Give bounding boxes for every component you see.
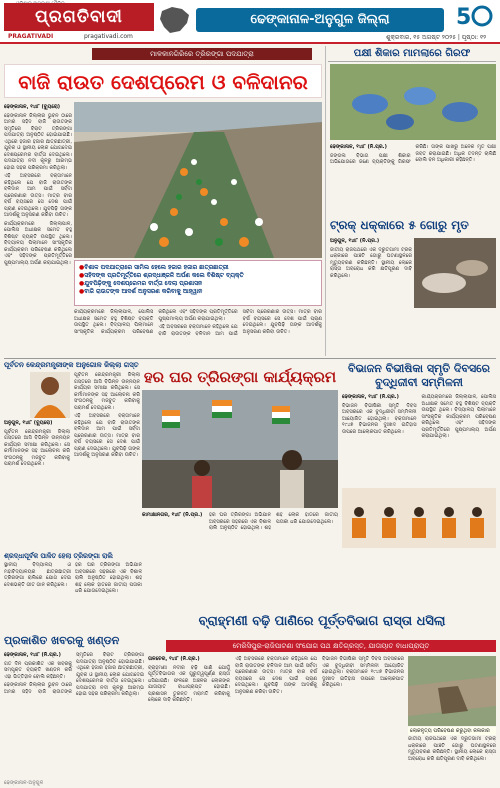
road-collapse-text-3: ବିଭାଜନ ବିଭୀଷିକା ସ୍ମୃତି ଦିବସ ଅବସରରେ ଏକ ବୁଦ୍ଧିଜୀବୀ ସମ୍ମିଳନୀ ଆୟୋଜିତ ହୋଇଥିଲା। ବକ୍ତାମାନେ ୧୯୪୭ ବିଭାଜନର ଦୁଃଖଦ ଇତିହାସ ଉପରେ ଆଲୋକପାତ କରିଥିଲେ। (322, 656, 404, 688)
side-mid-headline: ଟ୍ରକ୍ ଧକ୍କାରେ ୫ ଗୋରୁ ମୃତ (330, 218, 469, 232)
side-mid-photo-cattle (414, 238, 496, 308)
mid-left-headline: ପୂର୍ବତନ କେନ୍ଦ୍ରମନ୍ତ୍ରୀଙ୍କ ଅନୁଗୋଳ ଜିଲ୍ଲା ଗସ୍ତ (4, 361, 139, 369)
har-ghar-body (142, 512, 338, 548)
har-ghar-text: ହର ଘର ତ୍ରିରଙ୍ଗା ଅଭିଯାନ ଅବସରରେ ସହରରେ ଏକ ବିଶାଳ ରାଲି ଅନୁଷ୍ଠିତ ହୋଇଥିଲା। ଶହ ଶହ ଲୋକ ହାତରେ ଜାତୀୟ ପତାକା ଧରି ଯୋଗଦେଇଥିଲେ। (209, 512, 338, 531)
road-collapse-photo (408, 656, 496, 726)
partition-text: ବିଭାଜନ ବିଭୀଷିକା ସ୍ମୃତି ଦିବସ ଅବସରରେ ଏକ ବୁଦ୍ଧିଜୀବୀ ସମ୍ମିଳନୀ ଆୟୋଜିତ ହୋଇଥିଲା। ବକ୍ତାମାନେ ୧୯୪୭ ବିଭାଜନର ଦୁଃଖଦ ଇତିହାସ ଉପରେ ଆଲୋକପାତ କରିଥିଲେ। (342, 402, 417, 435)
lead-headline: ବାଜି ରାଉତ ଦେଶପ୍ରେମ ଓ ବଳିଦାନର (4, 64, 322, 98)
side-mid-body (330, 238, 412, 356)
side-top-text: ଜଙ୍ଗଲ ବିଭାଗ ପକ୍ଷୀ ଶିକାର ଅଭିଯୋଗରେ ଜଣେ ବ୍ୟକ୍ତିଙ୍କୁ ଗିରଫ କରିଛି। ତାଙ୍କ ପାଖରୁ ଅନେକ ମୃତ ପକ୍ଷୀ ଜବତ କରାଯାଇଛି। ଅଧିକ ତଦନ୍ତ ଚାଲିଛି ବୋଲି ବନ ଅଧିକାରୀ କହିଛନ୍ତି। (330, 144, 496, 165)
road-side-body (408, 736, 496, 778)
rebuttal-text: ଗତ ଦିନ ପ୍ରକାଶିତ ଏକ ଖବରକୁ ସମ୍ପୃକ୍ତ ବ୍ୟକ୍ତି ଖଣ୍ଡନ କରି ଏହା ଭିତ୍ତିହୀନ ବୋଲି କହିଛନ୍ତି। (4, 660, 72, 680)
photo-caption: ଲୋକନୃତ୍ୟ ପରିବେଷଣ କରୁଥିବା କଳାକାର (408, 727, 496, 735)
partition-byline: ଢେଙ୍କାନାଳ, ୧୪ା୮ (ନି.ପ୍ର.) (342, 394, 399, 400)
lead-column-1 (4, 104, 72, 324)
lead-strap: ମାଳକାନଗିରିରେ ତ୍ରିରଙ୍ଗା ପଦଯାତ୍ରା (92, 48, 312, 60)
politician-portrait (30, 372, 70, 418)
svg-text:5: 5 (456, 5, 472, 30)
side-top-headline: ପକ୍ଷୀ ଶିକାର ମାମଲାରେ ଗିରଫ (328, 46, 496, 62)
road-collapse-text-2: ଏହି ଅବସରରେ ବକ୍ତାମାନେ କହିଥିଲେ ଯେ ବାଜି ରାଉତଙ୍କ ବଳିଦାନ ଆମ ପାଇଁ ସର୍ବଦା ପ୍ରେରଣାର ଉତ୍ସ। ମାତ୍ର ବାର ବର୍ଷ ବୟସରେ ସେ ଦେଶ ପାଇଁ ପ୍ରାଣ ଦେଇଥିଲେ। ଯୁବପିଢ଼ି ତାଙ୍କ ଆଦର୍ଶକୁ ଅନୁସରଣ କରିବା ଉଚିତ। (235, 656, 317, 695)
odisha-map-icon (158, 5, 192, 35)
har-ghar-headline: ହର ଘର ତ୍ରିରଙ୍ଗା କାର୍ଯ୍ୟକ୍ରମ (143, 368, 337, 386)
side-top-byline: ଢେଙ୍କାନାଳ, ୧୪ା୮ (ନି.ପ୍ର.) (330, 144, 387, 150)
mid-left-body-2 (74, 372, 140, 548)
road-collapse-body (148, 656, 404, 778)
mid-left-text-2: ପୂର୍ବତନ କେନ୍ଦ୍ରମନ୍ତ୍ରୀ ଜିଲ୍ଲା ଗସ୍ତରେ ଆସି ବିଭିନ୍ନ ଉନ୍ନୟନ କାର୍ଯ୍ୟର ସମୀକ୍ଷା କରିଥିଲେ। ସେ କର୍ମୀମାନଙ୍କ ସହ ଆଲୋଚନା କରି ସଂଗଠନକୁ ମଜବୁତ କରିବାକୁ ପରାମର୍ଶ ଦେଇଥିଲେ। (74, 372, 140, 411)
lead-continuation-text-2: ଏହି ଅବସରରେ ବକ୍ତାମାନେ କହିଥିଲେ ଯେ ବାଜି ରାଉତଙ୍କ ବଳିଦାନ ଆମ ପାଇଁ ସର୍ବଦା ପ୍ରେରଣାର ଉତ୍ସ। ମାତ୍ର ବାର ବର୍ଷ ବୟସରେ ସେ ଦେଶ ପାଇଁ ପ୍ରାଣ ଦେଇଥିଲେ। ଯୁବପିଢ଼ି ତାଙ୍କ ଆଦର୍ଶକୁ ଅନୁସରଣ କରିବା ଉଚିତ। (158, 309, 322, 337)
highlight-item: ● ବିଶାଳ ପଦଯାତ୍ରାରେ ସାମିଲ ହେଲେ ହଜାର ହଜାର ଛାତ୍ରଛାତ୍ରୀ (79, 264, 317, 272)
column-rule (325, 46, 326, 356)
highlight-item: ● ସହିଦଙ୍କ ପ୍ରତିମୂର୍ତ୍ତିରେ ଶ୍ରଦ୍ଧାଞ୍ଜଳି ଅର୍ପଣ କଲେ ବିଶିଷ୍ଟ ବ୍ୟକ୍ତି (79, 272, 317, 280)
lead-byline: ଢେଙ୍କାନାଳ, ୧୪ା୮ (ବ୍ୟୁରୋ) (4, 104, 61, 110)
side-mid-text: ଜାତୀୟ ରାଜପଥରେ ଏକ ଦ୍ରୁତଗାମୀ ଟ୍ରକ୍ ଧକ୍କାରେ ପାଞ୍ଚଟି ଗୋରୁ ଘଟଣାସ୍ଥଳରେ ମୃତ୍ୟୁବରଣ କରିଛନ୍ତି। ସ୍ଥାନୀୟ ଲୋକେ ରାସ୍ତା ଅବରୋଧ କରି କ୍ଷତିପୂରଣ ଦାବି କରିଥିଲେ। (330, 246, 412, 279)
partition-text-2: କାର୍ଯ୍ୟକ୍ରମରେ ଜିଲ୍ଲାପାଳ, ପୋଲିସ ଅଧୀକ୍ଷକ ସମେତ ବହୁ ବିଶିଷ୍ଟ ବ୍ୟକ୍ତି ଉପସ୍ଥିତ ଥିଲେ। ବିଦ୍ୟାଳୟ ପିଲାମାନେ ସାଂସ୍କୃତିକ କାର୍ଯ୍ୟକ୍ରମ ପରିବେଷଣ କରିଥିଲେ ଏବଂ ସହିଦଙ୍କ ପ୍ରତିମୂର୍ତ୍ତିରେ ପୁଷ୍ପମାଲ୍ୟ ଅର୍ପଣ କରାଯାଇଥିଲା। (421, 394, 496, 439)
side-mid-byline: ଅନୁଗୁଳ, ୧୪ା୮ (ନି.ପ୍ର.) (330, 238, 380, 244)
side-top-photo-birds (330, 64, 496, 140)
flag-rally-text-2: ହର ଘର ତ୍ରିରଙ୍ଗା ଅଭିଯାନ ଅବସରରେ ସହରରେ ଏକ ବିଶାଳ ରାଲି ଅନୁଷ୍ଠିତ ହୋଇଥିଲା। ଶହ ଶହ ଲୋକ ହାତରେ ଜାତୀୟ ପତାକା ଧରି ଯୋଗଦେଇଥିଲେ। (75, 562, 142, 594)
lead-paragraph-3: କାର୍ଯ୍ୟକ୍ରମରେ ଜିଲ୍ଲାପାଳ, ପୋଲିସ ଅଧୀକ୍ଷକ ସମେତ ବହୁ ବିଶିଷ୍ଟ ବ୍ୟକ୍ତି ଉପସ୍ଥିତ ଥିଲେ। ବିଦ୍ୟାଳୟ ପିଲାମାନେ ସାଂସ୍କୃତିକ କାର୍ଯ୍ୟକ୍ରମ ପରିବେଷଣ କରିଥିଲେ ଏବଂ ସହିଦଙ୍କ ପ୍ରତିମୂର୍ତ୍ତିରେ ପୁଷ୍ପମାଲ୍ୟ ଅର୍ପଣ କରାଯାଇଥିଲା। (4, 220, 72, 266)
lead-highlights (74, 260, 322, 306)
rebuttal-headline: ପ୍ରକାଶିତ ଖବରକୁ ଖଣ୍ଡନ (4, 634, 120, 647)
side-top-body (330, 144, 496, 214)
lead-paragraph-1: ଢେଙ୍କାନାଳ ଜିଲ୍ଲାର ଭୁବନ ଠାରେ ଅମର ସହିଦ ବାଜି ରାଉତଙ୍କ ସ୍ମୃତିରେ ବିରାଟ ତ୍ରିରଙ୍ଗା ପଦଯାତ୍ରା ଅନୁଷ୍ଠିତ ହୋଇଯାଇଛି। ଏଥିରେ ହଜାର ହଜାର ଛାତ୍ରଛାତ୍ରୀ, ଯୁବକ ଓ ସ୍ଥାନୀୟ ଲୋକ ଯୋଗଦେଇ ଦେଶପ୍ରେମର ବାର୍ତ୍ତା ଦେଇଥିଲେ। ପଦଯାତ୍ରା ନଦୀ କୂଳରୁ ଆରମ୍ଭ ହୋଇ ସହର ପରିକ୍ରମା କରିଥିଲା। (4, 112, 72, 171)
lead-paragraph-2: ଏହି ଅବସରରେ ବକ୍ତାମାନେ କହିଥିଲେ ଯେ ବାଜି ରାଉତଙ୍କ ବଳିଦାନ ଆମ ପାଇଁ ସର୍ବଦା ପ୍ରେରଣାର ଉତ୍ସ। ମାତ୍ର ବାର ବର୍ଷ ବୟସରେ ସେ ଦେଶ ପାଇଁ ପ୍ରାଣ ଦେଇଥିଲେ। ଯୁବପିଢ଼ି ତାଙ୍କ ଆଦର୍ଶକୁ ଅନୁସରଣ କରିବା ଉଚିତ। (4, 173, 72, 218)
flag-rally-headline: ଶ୍ରଦ୍ଧାପୂର୍ବକ ପାଳିତ ହେଲା ତ୍ରିରଙ୍ଗା ରାଲି (4, 552, 113, 560)
mid-left-text-3: ଏହି ଅବସରରେ ବକ୍ତାମାନେ କହିଥିଲେ ଯେ ବାଜି ରାଉତଙ୍କ ବଳିଦାନ ଆମ ପାଇଁ ସର୍ବଦା ପ୍ରେରଣାର ଉତ୍ସ। ମାତ୍ର ବାର ବର୍ଷ ବୟସରେ ସେ ଦେଶ ପାଇଁ ପ୍ରାଣ ଦେଇଥିଲେ। ଯୁବପିଢ଼ି ତାଙ୍କ ଆଦର୍ଶକୁ ଅନୁସରଣ କରିବା ଉଚିତ। (74, 413, 140, 458)
masthead (0, 0, 500, 44)
road-collapse-byline: ତାଳଚେର, ୧୪ା୮ (ନି.ପ୍ର.) (148, 656, 200, 662)
road-collapse-headline: ବ୍ରାହ୍ମଣୀ ବଢ଼ି ପାଣିରେ ପୂର୍ତ୍ତବିଭାଗ ରାସ୍ତା ଧସିଲା (198, 614, 446, 629)
partition-body (342, 394, 496, 484)
rebuttal-byline: ଢେଙ୍କାନାଳ, ୧୪ା୮ (ନି.ପ୍ର.) (4, 652, 61, 658)
rebuttal-text-2: ଢେଙ୍କାନାଳ ଜିଲ୍ଲାର ଭୁବନ ଠାରେ ଅମର ସହିଦ ବାଜି ରାଉତଙ୍କ ସ୍ମୃତିରେ ବିରାଟ ତ୍ରିରଙ୍ଗା ପଦଯାତ୍ରା ଅନୁଷ୍ଠିତ ହୋଇଯାଇଛି। ଏଥିରେ ହଜାର ହଜାର ଛାତ୍ରଛାତ୍ରୀ, ଯୁବକ ଓ ସ୍ଥାନୀୟ ଲୋକ ଯୋଗଦେଇ ଦେଶପ୍ରେମର ବାର୍ତ୍ତା ଦେଇଥିଲେ। ପଦଯାତ୍ରା ନଦୀ କୂଳରୁ ଆରମ୍ଭ ହୋଇ ସହର ପରିକ୍ରମା କରିଥିଲା। (4, 652, 144, 697)
mid-left-text: ପୂର୍ବତନ କେନ୍ଦ୍ରମନ୍ତ୍ରୀ ଜିଲ୍ଲା ଗସ୍ତରେ ଆସି ବିଭିନ୍ନ ଉନ୍ନୟନ କାର୍ଯ୍ୟର ସମୀକ୍ଷା କରିଥିଲେ। ସେ କର୍ମୀମାନଙ୍କ ସହ ଆଲୋଚନା କରି ସଂଗଠନକୁ ମଜବୁତ କରିବାକୁ ପରାମର୍ଶ ଦେଇଥିଲେ। (4, 428, 70, 467)
highlight-item: ● ବାଜି ରାଉତଙ୍କ ଆଦର୍ଶ ଅନୁସରଣ କରିବାକୁ ଆହ୍ୱାନ (79, 288, 317, 296)
page-footer: ଢେଙ୍କାନାଳ-ଅନୁଗୁଳ (4, 780, 44, 786)
section-divider (4, 358, 496, 359)
dateline: ଶୁକ୍ରବାର, ୧୫ ଅଗଷ୍ଟ ୨୦୨୫ | ପୃଷ୍ଠା: ୧୨ (386, 34, 487, 41)
anniversary-emblem (452, 2, 496, 32)
har-ghar-photo (142, 390, 338, 508)
logo-subtitle: PRAGATIVADI (8, 33, 54, 40)
rebuttal-body (4, 652, 144, 778)
highlight-item: ● ଯୁବପିଢ଼ିଙ୍କୁ ଦେଶପ୍ରେମର ବାର୍ତ୍ତା ଦେଲା ପ୍ରଶାସନ (79, 280, 317, 288)
partition-headline: ବିଭାଜନ ବିଭୀଷିକା ସ୍ମୃତି ଦିବସରେ ବୁଦ୍ଧିଜୀବୀ ସମ୍ମିଳନୀ (348, 362, 490, 389)
website-url[interactable]: pragativadi.com (84, 33, 133, 40)
newspaper-logo[interactable]: ପ୍ରଗତିବାଦୀ (4, 3, 154, 31)
lead-continuation (74, 309, 322, 351)
district-banner: ଢେଙ୍କାନାଳ-ଅନୁଗୁଳ ଜିଲ୍ଲା (196, 8, 444, 32)
lead-continuation-text: କାର୍ଯ୍ୟକ୍ରମରେ ଜିଲ୍ଲାପାଳ, ପୋଲିସ ଅଧୀକ୍ଷକ ସମେତ ବହୁ ବିଶିଷ୍ଟ ବ୍ୟକ୍ତି ଉପସ୍ଥିତ ଥିଲେ। ବିଦ୍ୟାଳୟ ପିଲାମାନେ ସାଂସ୍କୃତିକ କାର୍ଯ୍ୟକ୍ରମ ପରିବେଷଣ କରିଥିଲେ ଏବଂ ସହିଦଙ୍କ ପ୍ରତିମୂର୍ତ୍ତିରେ ପୁଷ୍ପମାଲ୍ୟ ଅର୍ପଣ କରାଯାଇଥିଲା। (74, 309, 238, 335)
partition-photo-audience (342, 488, 496, 548)
flag-rally-text: ସ୍ଥାନୀୟ ବିଦ୍ୟାଳୟ ଓ ମହାବିଦ୍ୟାଳୟର ଛାତ୍ରଛାତ୍ରୀ ତ୍ରିରଙ୍ଗା ରାଲିରେ ଯୋଗ ଦେଇ ଦେଶଭକ୍ତି ଗୀତ ଗାନ କରିଥିଲେ। (4, 562, 71, 588)
lead-photo-rally (74, 102, 322, 258)
road-collapse-strap: ମେରିସିପୁର-ରାଜିପାଟଣା ସଂଯୋଗ ପଥ କ୍ଷତିଗ୍ରସ୍ତ, ଯାତାୟାତ ବାଧାପ୍ରାପ୍ତ (166, 640, 496, 652)
har-ghar-byline: କାମାକ୍ଷାନଗର, ୧୪ା୮ (ନି.ପ୍ର.) (142, 512, 203, 518)
flag-rally-body (4, 562, 142, 630)
mid-left-body (4, 420, 70, 548)
road-collapse-text: ବ୍ରାହ୍ମଣୀ ନଦୀର ବଢ଼ି ପାଣି ଯୋଗୁଁ ପୂର୍ତ୍ତବିଭାଗର ଏକ ଗୁରୁତ୍ୱପୂର୍ଣ୍ଣ ରାସ୍ତା ଧସିଯାଇଛି। ଫଳରେ ଅଞ୍ଚଳର ଲୋକଙ୍କ ଯାତାୟାତ ବାଧାପ୍ରାପ୍ତ ହୋଇଛି। ପ୍ରଶାସନ ତୁରନ୍ତ ମରାମତି କରିବାକୁ ଲୋକେ ଦାବି କରିଛନ୍ତି। (148, 664, 230, 703)
mid-left-byline: ଅନୁଗୁଳ, ୧୪ା୮ (ବ୍ୟୁରୋ) (4, 420, 53, 426)
road-side-text: ଜାତୀୟ ରାଜପଥରେ ଏକ ଦ୍ରୁତଗାମୀ ଟ୍ରକ୍ ଧକ୍କାରେ ପାଞ୍ଚଟି ଗୋରୁ ଘଟଣାସ୍ଥଳରେ ମୃତ୍ୟୁବରଣ କରିଛନ୍ତି। ସ୍ଥାନୀୟ ଲୋକେ ରାସ୍ତା ଅବରୋଧ କରି କ୍ଷତିପୂରଣ ଦାବି କରିଥିଲେ। (408, 736, 496, 762)
